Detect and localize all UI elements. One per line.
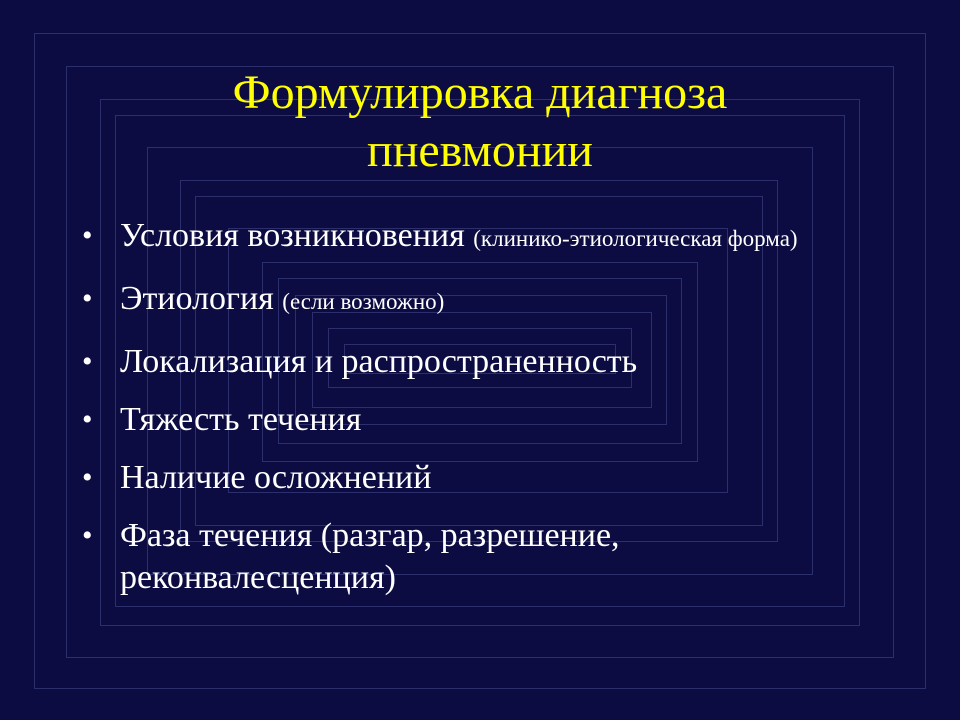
bullet-note: (если возможно) (282, 289, 445, 314)
bullet-item-etiology (80, 278, 900, 323)
bullet-dot-icon: • (82, 461, 93, 494)
bullet-note: (клинико-этиологическая форма) (473, 226, 798, 251)
bullet-list (80, 215, 900, 599)
bullet-item-phase (80, 515, 900, 599)
bullet-item-conditions (80, 215, 900, 260)
bullet-item-complications (80, 457, 900, 499)
bullet-text: Тяжесть течения (120, 401, 362, 438)
bullet-dot-icon: • (82, 219, 93, 252)
bullet-text: Фаза течения (разгар, разрешение, реконвалесценция) (120, 517, 620, 596)
bullet-text: Условия возникновения (120, 217, 465, 254)
title-line-2: пневмонии (367, 124, 593, 177)
bullet-text: Этиология (120, 280, 274, 317)
bullet-item-severity (80, 399, 900, 441)
bullet-text: Наличие осложнений (120, 459, 432, 496)
slide-title (0, 64, 960, 180)
bullet-dot-icon: • (82, 345, 93, 378)
title-line-1: Формулировка диагноза (232, 66, 728, 119)
bullet-item-localization (80, 341, 900, 383)
bullet-dot-icon: • (82, 403, 93, 436)
bullet-dot-icon: • (82, 282, 93, 315)
bullet-dot-icon: • (82, 519, 93, 552)
bullet-text: Локализация и распространенность (120, 343, 638, 380)
